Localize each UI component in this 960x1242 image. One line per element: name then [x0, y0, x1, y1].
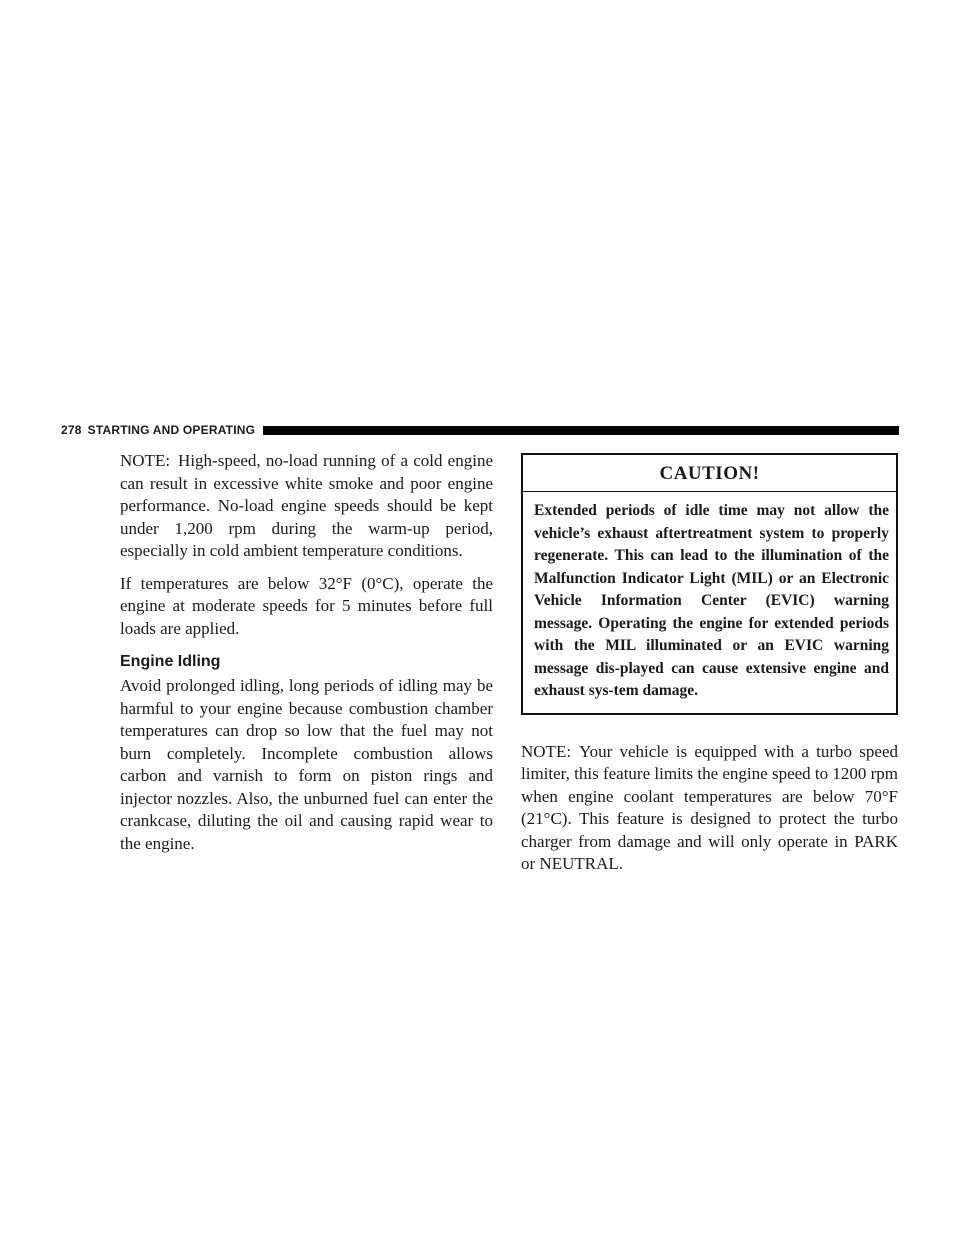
note-text: Your vehicle is equipped with a turbo speed limiter, this feature limits the engine speed to 1200 rpm when engine coolant temperatures are below 70°F (21°C). This feature is designed to protect the turbo charger from damage and will only operate in PARK or NEUTRAL. — [521, 741, 899, 873]
caution-text: Extended periods of idle time may not allow the vehicle’s exhaust aftertreatment system to properly regenerate. This can lead to the illumination of the Malfunction Indicator Light (MIL) or an Electronic Vehicle Information Center (EVIC) warning message. Operating the engine for extended periods with the MIL illuminated or an EVIC warning message dis-played can cause extensive engine and exhaust sys-tem damage. — [534, 502, 889, 699]
temperature-paragraph: If temperatures are below 32°F (0°C), operate the engine at moderate speeds for 5 minutes before full loads are applied. — [120, 573, 493, 638]
right-column — [521, 453, 898, 886]
note-turbo-limiter — [521, 741, 898, 876]
page-number: 278 — [61, 423, 82, 437]
section-title: STARTING AND OPERATING — [87, 423, 256, 437]
note-cold-engine — [120, 450, 493, 563]
engine-idling-heading: Engine Idling — [120, 653, 221, 670]
note-label: NOTE: — [521, 741, 572, 761]
left-column — [120, 450, 493, 865]
caution-title: CAUTION! — [523, 455, 896, 492]
note-text: High-speed, no-load running of a cold engine can result in excessive white smoke and poor engine performance. No-load engine speeds should be kept under 1,200 rpm during the warm-up period, especially in cold ambient temperature conditions. — [120, 451, 493, 560]
note-label: NOTE: — [120, 451, 171, 470]
idling-paragraph: Avoid prolonged idling, long periods of idling may be harmful to your engine because combustion chamber temperatures can drop so low that the fuel may not burn completely. Incomplete combustion allows carbon and varnish to form on piston rings and injector nozzles. Also, the unburned fuel can enter the crankcase, diluting the oil and causing rapid wear to the engine. — [120, 676, 493, 853]
running-header — [61, 420, 899, 440]
header-rule — [263, 426, 899, 435]
caution-box — [521, 453, 898, 715]
